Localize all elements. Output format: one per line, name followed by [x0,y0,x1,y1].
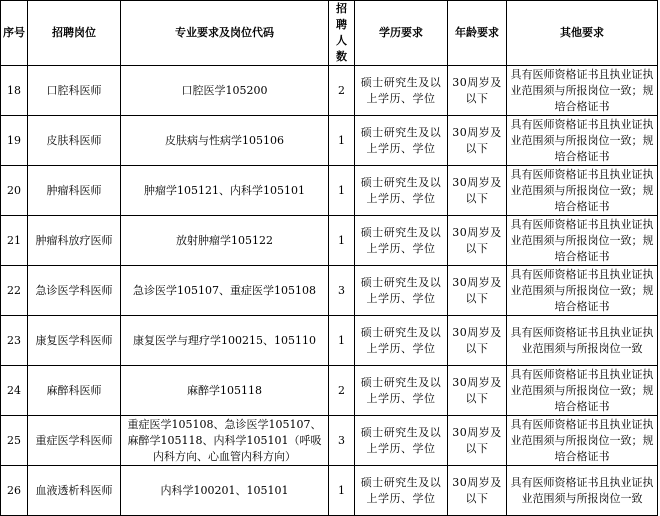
header-other: 其他要求 [507,1,658,66]
cell-position: 口腔科医师 [28,66,121,116]
cell-other: 具有医师资格证书且执业证执业范围须与所报岗位一致；规培合格证书 [507,266,658,316]
cell-age: 30周岁及以下 [448,116,507,166]
cell-other: 具有医师资格证书且执业证执业范围须与所报岗位一致 [507,466,658,516]
cell-index: 18 [1,66,28,116]
cell-major: 肿瘤学105121、内科学105101 [121,166,329,216]
cell-count: 1 [329,466,355,516]
cell-count: 1 [329,116,355,166]
cell-major: 重症医学105108、急诊医学105107、麻醉学105118、内科学105101（呼吸内科方向、心血管内科方向） [121,416,329,466]
cell-other: 具有医师资格证书且执业证执业范围须与所报岗位一致；规培合格证书 [507,116,658,166]
cell-count: 2 [329,366,355,416]
cell-age: 30周岁及以下 [448,266,507,316]
cell-count: 3 [329,416,355,466]
cell-position: 康复医学科医师 [28,316,121,366]
header-index: 序号 [1,1,28,66]
header-age: 年龄要求 [448,1,507,66]
header-major: 专业要求及岗位代码 [121,1,329,66]
table-row [1,216,658,266]
cell-count: 1 [329,216,355,266]
table-row [1,116,658,166]
cell-age: 30周岁及以下 [448,166,507,216]
cell-index: 26 [1,466,28,516]
cell-education: 硕士研究生及以上学历、学位 [355,416,448,466]
cell-position: 重症医学科医师 [28,416,121,466]
cell-index: 21 [1,216,28,266]
table-row [1,166,658,216]
cell-age: 30周岁及以下 [448,316,507,366]
cell-age: 30周岁及以下 [448,416,507,466]
cell-major: 放射肿瘤学105122 [121,216,329,266]
cell-major: 麻醉学105118 [121,366,329,416]
cell-other: 具有医师资格证书且执业证执业范围须与所报岗位一致；规培合格证书 [507,166,658,216]
cell-age: 30周岁及以下 [448,66,507,116]
header-row [1,1,658,66]
cell-other: 具有医师资格证书且执业证执业范围须与所报岗位一致；规培合格证书 [507,216,658,266]
cell-position: 皮肤科医师 [28,116,121,166]
cell-index: 23 [1,316,28,366]
cell-position: 肿瘤科医师 [28,166,121,216]
header-education: 学历要求 [355,1,448,66]
cell-education: 硕士研究生及以上学历、学位 [355,316,448,366]
cell-other: 具有医师资格证书且执业证执业范围须与所报岗位一致；规培合格证书 [507,416,658,466]
cell-position: 麻醉科医师 [28,366,121,416]
cell-count: 1 [329,316,355,366]
cell-major: 口腔医学105200 [121,66,329,116]
cell-position: 肿瘤科放疗医师 [28,216,121,266]
cell-count: 1 [329,166,355,216]
cell-count: 3 [329,266,355,316]
cell-major: 内科学100201、105101 [121,466,329,516]
cell-position: 血液透析科医师 [28,466,121,516]
cell-major: 急诊医学105107、重症医学105108 [121,266,329,316]
cell-index: 25 [1,416,28,466]
table-row [1,366,658,416]
cell-major: 皮肤病与性病学105106 [121,116,329,166]
table-row [1,316,658,366]
header-position: 招聘岗位 [28,1,121,66]
cell-other: 具有医师资格证书且执业证执业范围须与所报岗位一致；规培合格证书 [507,66,658,116]
cell-education: 硕士研究生及以上学历、学位 [355,66,448,116]
table-row [1,466,658,516]
cell-education: 硕士研究生及以上学历、学位 [355,216,448,266]
cell-index: 19 [1,116,28,166]
cell-age: 30周岁及以下 [448,466,507,516]
cell-education: 硕士研究生及以上学历、学位 [355,466,448,516]
table-row [1,416,658,466]
cell-other: 具有医师资格证书且执业证执业范围须与所报岗位一致；规培合格证书 [507,366,658,416]
cell-index: 24 [1,366,28,416]
cell-major: 康复医学与理疗学100215、105110 [121,316,329,366]
header-count: 招聘人数 [329,1,355,66]
cell-education: 硕士研究生及以上学历、学位 [355,366,448,416]
cell-education: 硕士研究生及以上学历、学位 [355,266,448,316]
cell-age: 30周岁及以下 [448,216,507,266]
cell-position: 急诊医学科医师 [28,266,121,316]
cell-count: 2 [329,66,355,116]
cell-index: 22 [1,266,28,316]
cell-education: 硕士研究生及以上学历、学位 [355,166,448,216]
cell-other: 具有医师资格证书且执业证执业范围须与所报岗位一致 [507,316,658,366]
cell-age: 30周岁及以下 [448,366,507,416]
table-row [1,266,658,316]
cell-index: 20 [1,166,28,216]
cell-education: 硕士研究生及以上学历、学位 [355,116,448,166]
table-row [1,66,658,116]
